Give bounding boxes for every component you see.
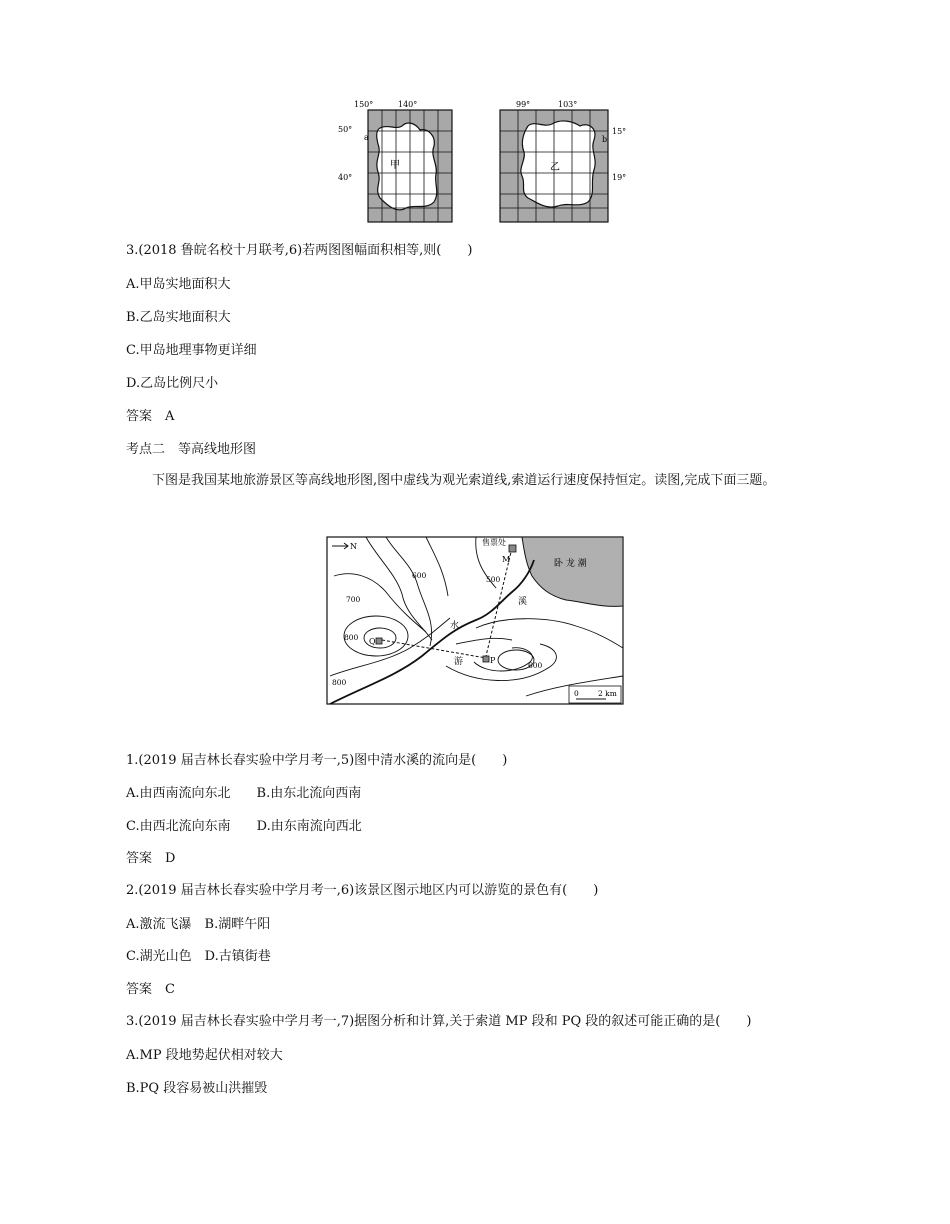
lat-label-1: 50° xyxy=(338,125,353,134)
q3-option-b: B.PQ 段容易被山洪摧毁 xyxy=(126,1081,268,1096)
intro-text: 下图是我国某地旅游景区等高线地形图,图中虚线为观光索道线,索道运行速度保持恒定。读图,完成下面三题。 xyxy=(152,473,776,488)
q3-first-option-b: B.乙岛实地面积大 xyxy=(126,310,231,325)
q2-options-ab: A.激流飞瀑 B.湖畔午阳 xyxy=(126,917,271,932)
q2-answer: 答案 C xyxy=(126,982,175,997)
contour-label-600b: 600 xyxy=(528,661,543,670)
lon-label-1: 99° xyxy=(516,100,531,109)
scale-text: 2 km xyxy=(598,689,617,698)
contour-label-800b: 800 xyxy=(332,678,347,687)
lat-label-2: 40° xyxy=(338,173,353,182)
lon-label-2: 140° xyxy=(398,100,418,109)
island-yi: 乙 xyxy=(550,162,560,173)
lon-label-1: 150° xyxy=(354,100,374,109)
q1-options-ab: A.由西南流向东北 B.由东北流向西南 xyxy=(126,786,362,801)
q3-first-answer: 答案 A xyxy=(126,409,175,424)
lat-label-1: 15° xyxy=(612,127,627,136)
q3-first-option-a: A.甲岛实地面积大 xyxy=(126,277,231,292)
grid-figure-right xyxy=(498,98,628,226)
lat-label-2: 19° xyxy=(612,173,627,182)
section-title: 考点二 等高线地形图 xyxy=(126,442,257,457)
point-b: b xyxy=(602,135,608,144)
contour-map xyxy=(326,536,624,706)
q2-options-cd: C.湖光山色 D.古镇街巷 xyxy=(126,949,271,964)
point-m: M xyxy=(502,555,511,564)
q3-first-option-c: C.甲岛地理事物更详细 xyxy=(126,343,257,358)
intro-paragraph xyxy=(126,462,826,500)
q3-option-a: A.MP 段地势起伏相对较大 xyxy=(126,1048,283,1063)
north-arrow-label: N xyxy=(350,542,357,551)
q1-stem: 1.(2019 届吉林长春实验中学月考一,5)图中清水溪的流向是( ) xyxy=(126,753,508,768)
q2-stem: 2.(2019 届吉林长春实验中学月考一,6)该景区图示地区内可以游览的景色有( ) xyxy=(126,883,599,898)
q3-stem: 3.(2019 届吉林长春实验中学月考一,7)据图分析和计算,关于索道 MP 段和 PQ 段的叙述可能正确的是( ) xyxy=(126,1014,752,1029)
contour-label-600a: 600 xyxy=(412,571,427,580)
contour-label-500: 500 xyxy=(486,575,501,584)
q1-answer: 答案 D xyxy=(126,851,176,866)
q3-first-stem: 3.(2018 鲁皖名校十月联考,6)若两图图幅面积相等,则( ) xyxy=(126,243,473,258)
q1-options-cd: C.由西北流向东南 D.由东南流向西北 xyxy=(126,819,362,834)
point-a: a xyxy=(364,133,369,142)
q3-first-option-d: D.乙岛比例尺小 xyxy=(126,376,219,391)
lon-label-2: 103° xyxy=(558,100,578,109)
lake-label: 卧 龙 潮 xyxy=(554,559,587,569)
contour-label-700: 700 xyxy=(346,595,361,604)
grid-figure-left xyxy=(340,98,455,226)
point-q: Q xyxy=(369,637,376,646)
stream-label-xi: 溪 xyxy=(518,597,528,607)
point-p: P xyxy=(490,656,496,665)
stream-label-shui: 水 xyxy=(450,621,460,631)
island-jia: 甲 xyxy=(390,160,400,171)
contour-label-800a: 800 xyxy=(344,633,359,642)
stream-label-you: 游 xyxy=(454,657,464,667)
ticket-office: 售票处 xyxy=(482,538,506,547)
scale-zero: 0 xyxy=(574,689,579,698)
